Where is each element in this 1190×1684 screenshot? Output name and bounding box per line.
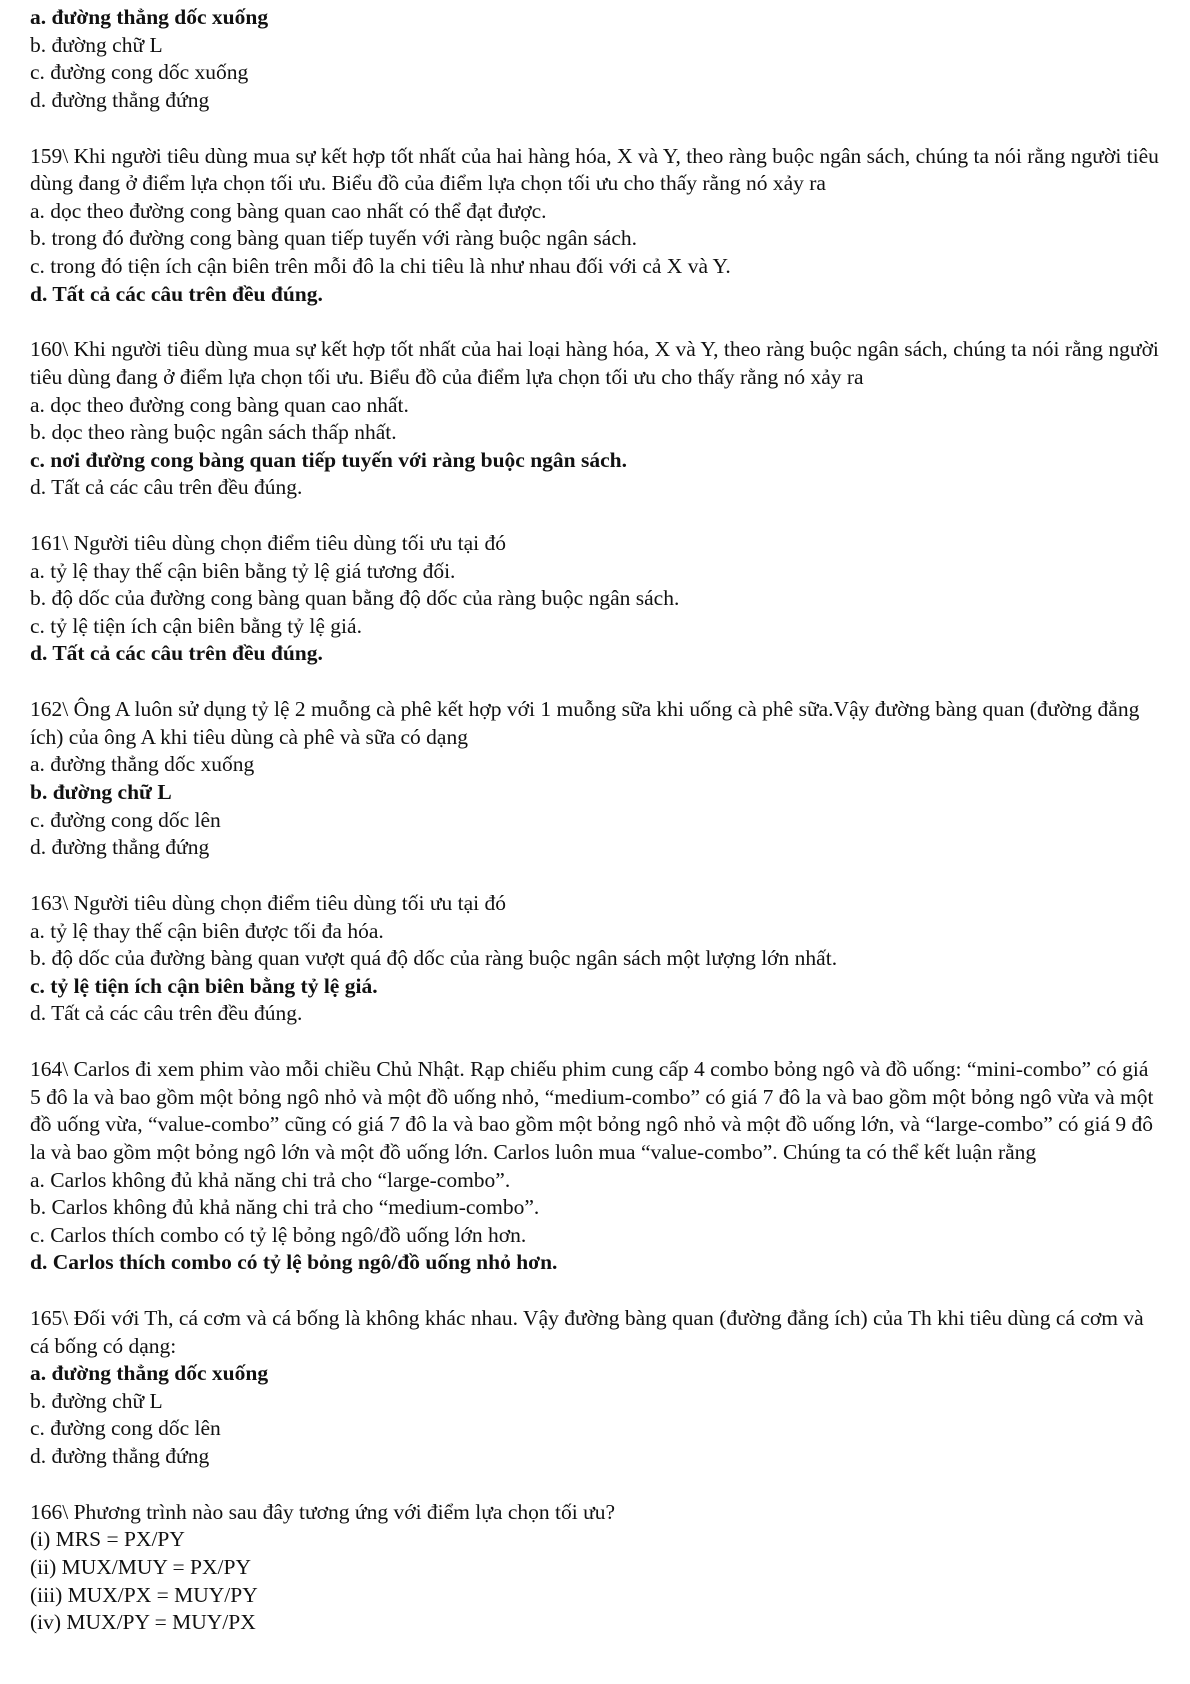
question-text: 166\ Phương trình nào sau đây tương ứng với điểm lựa chọn tối ưu? — [30, 1499, 616, 1524]
question-block — [30, 696, 1160, 862]
answer-option: (iii) MUX/PX = MUY/PY — [30, 1582, 258, 1607]
question-block — [30, 4, 1160, 114]
answer-option: c. trong đó tiện ích cận biên trên mỗi đô la chi tiêu là như nhau đối với cả X và Y. — [30, 253, 731, 278]
question-text: 164\ Carlos đi xem phim vào mỗi chiều Chủ Nhật. Rạp chiếu phim cung cấp 4 combo bỏng ngô và đồ uống: “mini-combo” có giá 5 đô la và bao gồm một bỏng ngô nhỏ và một đồ uống nhỏ, “medium-combo” có giá 7 đô la và bao gồm một bỏng ngô vừa và một đồ uống vừa, “value-combo” cũng có giá 7 đô la và bao gồm một bỏng ngô nhỏ và một đồ uống lớn, và “large-combo” có giá 9 đô la và bao gồm một bỏng ngô lớn và một đồ uống lớn. Carlos luôn mua “value-combo”. Chúng ta có thể kết luận rằng — [30, 1057, 1154, 1164]
question-block — [30, 336, 1160, 502]
question-text: 159\ Khi người tiêu dùng mua sự kết hợp tốt nhất của hai hàng hóa, X và Y, theo ràng buộc ngân sách, chúng ta nói rằng người tiêu dùng đang ở điểm lựa chọn tối ưu. Biểu đồ của điểm lựa chọn tối ưu cho thấy rằng nó xảy ra — [30, 143, 1159, 196]
answer-option: (ii) MUX/MUY = PX/PY — [30, 1555, 251, 1579]
answer-option: b. đường chữ L — [30, 1388, 163, 1413]
block-spacer — [30, 862, 1160, 890]
answer-option: b. độ dốc của đường cong bàng quan bằng độ dốc của ràng buộc ngân sách. — [30, 586, 680, 611]
answer-option: b. độ dốc của đường bàng quan vượt quá độ dốc của ràng buộc ngân sách một lượng lớn nhất. — [30, 946, 838, 971]
answer-option: a. dọc theo đường cong bàng quan cao nhất. — [30, 392, 409, 417]
answer-option: d. đường thẳng đứng — [30, 87, 210, 112]
question-block — [30, 890, 1160, 1028]
block-spacer — [30, 1028, 1160, 1056]
block-spacer — [30, 1277, 1160, 1305]
block-spacer — [30, 1471, 1160, 1499]
answer-option-correct: c. nơi đường cong bàng quan tiếp tuyến với ràng buộc ngân sách. — [30, 447, 628, 472]
answer-option-correct: d. Carlos thích combo có tỷ lệ bỏng ngô/đồ uống nhỏ hơn. — [30, 1250, 558, 1275]
block-spacer — [30, 668, 1160, 696]
answer-option: a. đường thẳng dốc xuống — [30, 752, 255, 777]
answer-option-correct: b. đường chữ L — [30, 780, 172, 804]
block-spacer — [30, 308, 1160, 336]
answer-option: c. đường cong dốc lên — [30, 807, 221, 832]
answer-option: a. Carlos không đủ khả năng chi trả cho “large-combo”. — [30, 1167, 511, 1192]
answer-option: c. đường cong dốc lên — [30, 1416, 221, 1441]
question-block — [30, 530, 1160, 668]
question-text: 160\ Khi người tiêu dùng mua sự kết hợp tốt nhất của hai loại hàng hóa, X và Y, theo ràng buộc ngân sách, chúng ta nói rằng người tiêu dùng đang ở điểm lựa chọn tối ưu. Biểu đồ của điểm lựa chọn tối ưu cho thấy rằng nó xảy ra — [30, 337, 1159, 389]
answer-option: d. Tất cả các câu trên đều đúng. — [30, 1001, 303, 1026]
answer-option-correct: c. tỷ lệ tiện ích cận biên bằng tỷ lệ giá. — [30, 973, 378, 998]
question-text: 163\ Người tiêu dùng chọn điểm tiêu dùng tối ưu tại đó — [30, 890, 506, 915]
answer-option: c. Carlos thích combo có tỷ lệ bỏng ngô/đồ uống lớn hơn. — [30, 1222, 527, 1247]
answer-option: a. tỷ lệ thay thế cận biên được tối đa hóa. — [30, 918, 384, 943]
answer-option: b. dọc theo ràng buộc ngân sách thấp nhất. — [30, 420, 397, 445]
block-spacer — [30, 502, 1160, 530]
question-text: 161\ Người tiêu dùng chọn điểm tiêu dùng tối ưu tại đó — [30, 531, 506, 556]
question-block — [30, 1305, 1160, 1471]
answer-option: b. Carlos không đủ khả năng chi trả cho “medium-combo”. — [30, 1195, 540, 1220]
answer-option-correct: a. đường thẳng dốc xuống — [30, 1361, 269, 1386]
answer-option: (iv) MUX/PY = MUY/PX — [30, 1610, 256, 1635]
answer-option: c. đường cong dốc xuống — [30, 60, 249, 85]
answer-option: d. đường thẳng đứng — [30, 1444, 210, 1469]
question-block — [30, 1499, 1160, 1637]
answer-option-correct: d. Tất cả các câu trên đều đúng. — [30, 281, 323, 306]
answer-option-correct: d. Tất cả các câu trên đều đúng. — [30, 641, 323, 666]
document-page — [30, 4, 1160, 1637]
question-block — [30, 1056, 1160, 1277]
answer-option: b. trong đó đường cong bàng quan tiếp tuyến với ràng buộc ngân sách. — [30, 226, 637, 251]
block-spacer — [30, 114, 1160, 142]
question-text: 162\ Ông A luôn sử dụng tỷ lệ 2 muỗng cà phê kết hợp với 1 muỗng sữa khi uống cà phê sữa.Vậy đường bàng quan (đường đẳng ích) của ông A khi tiêu dùng cà phê và sữa có dạng — [30, 697, 1140, 749]
answer-option: d. đường thẳng đứng — [30, 835, 210, 860]
answer-option: (i) MRS = PX/PY — [30, 1527, 185, 1552]
answer-option: d. Tất cả các câu trên đều đúng. — [30, 475, 303, 500]
answer-option: c. tỷ lệ tiện ích cận biên bằng tỷ lệ giá. — [30, 613, 362, 638]
question-block — [30, 143, 1160, 309]
answer-option: b. đường chữ L — [30, 32, 163, 57]
answer-option: a. dọc theo đường cong bàng quan cao nhất có thể đạt được. — [30, 198, 547, 223]
answer-option-correct: a. đường thẳng dốc xuống — [30, 5, 269, 29]
answer-option: a. tỷ lệ thay thế cận biên bằng tỷ lệ giá tương đối. — [30, 558, 456, 583]
question-text: 165\ Đối với Th, cá cơm và cá bống là không khác nhau. Vậy đường bàng quan (đường đẳng ích) của Th khi tiêu dùng cá cơm và cá bống có dạng: — [30, 1306, 1144, 1358]
